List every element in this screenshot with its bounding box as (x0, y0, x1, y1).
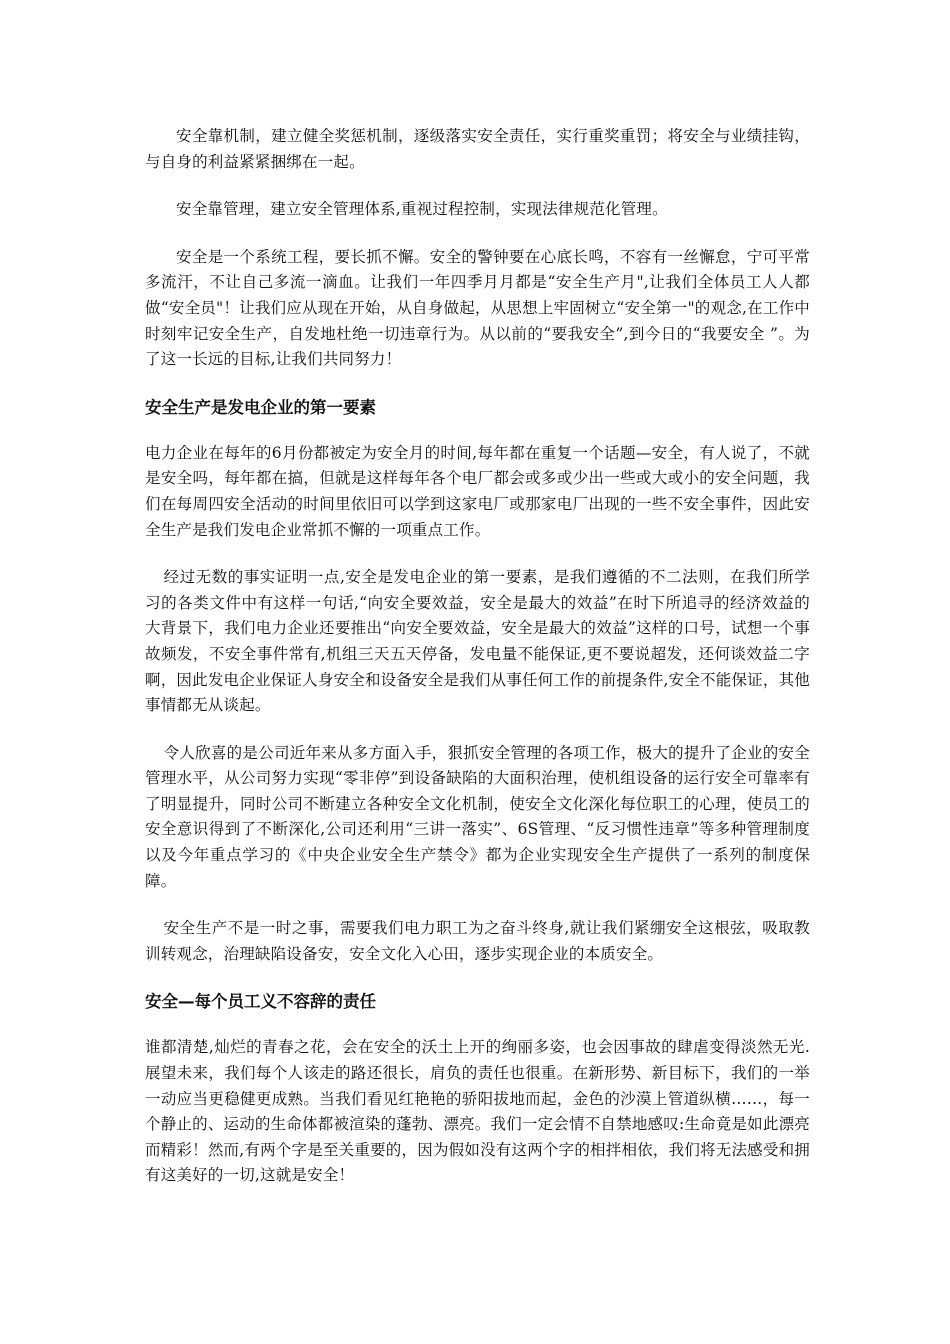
intro-paragraph-1: 安全靠机制，建立健全奖惩机制，逐级落实安全责任，实行重奖重罚；将安全与业绩挂钩，与自身的利益紧紧捆绑在一起。 (145, 127, 810, 171)
intro-paragraph-3: 安全是一个系统工程，要长抓不懈。安全的警钟要在心底长鸣，不容有一丝懈怠，宁可平常多流汗，不让自己多流一滴血。让我们一年四季月月都是“安全生产月",让我们全体员工人人都做“安全员"！让我们应从现在开始，从自身做起，从思想上牢固树立“安全第一"的观念,在工作中时刻牢记安全生产，自发地杜绝一切违章行为。从以前的“要我安全”,到今日的“我要安全 ”。为了这一长远的目标,让我们共同努力！ (145, 247, 810, 369)
section-1-paragraph-4: 安全生产不是一时之事，需要我们电力职工为之奋斗终身,就让我们紧绷安全这根弦，吸取教训转观念，治理缺陷设备安，安全文化入心田，逐步实现企业的本质安全。 (145, 919, 810, 963)
section-1-heading: 安全生产是发电企业的第一要素 (145, 397, 376, 417)
section-2-heading: 安全—每个员工义不容辞的责任 (145, 992, 376, 1012)
section-2-paragraph-1: 谁都清楚,灿烂的青春之花，会在安全的沃土上开的绚丽多姿，也会因事故的肆虐变得淡然无光.展望未来，我们每个人该走的路还很长，肩负的责任也很重。在新形势、新目标下，我们的一举一动应当更稳健更成熟。当我们看见红艳艳的骄阳拔地而起，金色的沙漠上管道纵横……，每一个静止的、运动的生命体都被渲染的蓬勃、漂亮。我们一定会情不自禁地感叹:生命竟是如此漂亮而精彩！然而,有两个字是至关重要的，因为假如没有这两个字的相拌相依，我们将无法感受和拥有这美好的一切,这就是安全！ (145, 1038, 810, 1185)
section-1-paragraph-1: 电力企业在每年的6月份都被定为安全月的时间,每年都在重复一个话题—安全，有人说了，不就是安全吗，每年都在搞，但就是这样每年各个电厂都会或多或少出一些或大或小的安全问题，我们在每周四安全活动的时间里依旧可以学到这家电厂或那家电厂出现的一些不安全事件，因此安全生产是我们发电企业常抓不懈的一项重点工作。 (145, 443, 810, 539)
section-1-paragraph-2: 经过无数的事实证明一点,安全是发电企业的第一要素，是我们遵循的不二法则，在我们所学习的各类文件中有这样一句话,“向安全要效益，安全是最大的效益”在时下所追寻的经济效益的大背景下，我们电力企业还要推出“向安全要效益，安全是最大的效益”这样的口号，试想一个事故频发，不安全事件常有,机组三天五天停备，发电量不能保证,更不要说超发，还何谈效益二字啊，因此发电企业保证人身安全和设备安全是我们从事任何工作的前提条件,安全不能保证，其他事情都无从谈起。 (145, 568, 810, 715)
document-page (145, 124, 810, 1211)
intro-paragraph-2: 安全靠管理，建立安全管理体系,重视过程控制，实现法律规范化管理。 (176, 200, 668, 219)
section-1-paragraph-3: 令人欣喜的是公司近年来从多方面入手，狠抓安全管理的各项工作，极大的提升了企业的安全管理水平，从公司努力实现“零非停”到设备缺陷的大面积治理，使机组设备的运行安全可靠率有了明显提升，同时公司不断建立各种安全文化机制，使安全文化深化每位职工的心理，使员工的安全意识得到了不断深化,公司还利用“三讲一落实”、6S管理、“反习惯性违章”等多种管理制度以及今年重点学习的《中央企业安全生产禁令》都为企业实现安全生产提供了一系列的制度保障。 (145, 743, 810, 890)
